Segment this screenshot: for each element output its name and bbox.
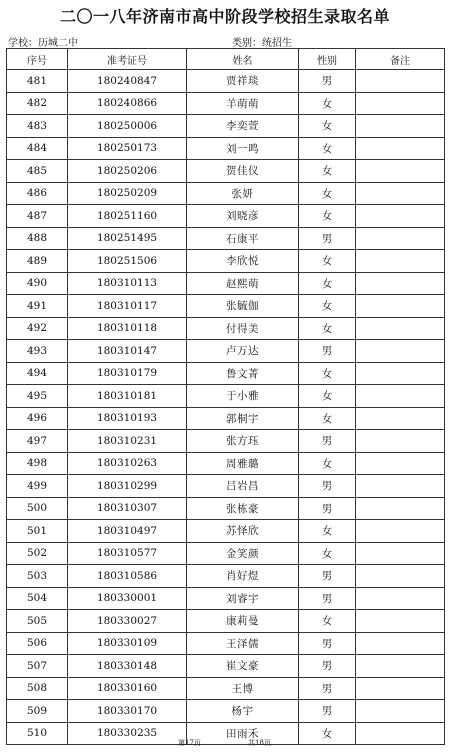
admission-table — [6, 48, 445, 745]
cell-gender: 男 — [299, 340, 356, 363]
page-footer — [0, 738, 450, 750]
table-row — [7, 340, 445, 363]
cell-index: 496 — [7, 407, 68, 430]
cell-name: 杨宇 — [187, 700, 299, 723]
cell-name: 付得美 — [187, 317, 299, 340]
cell-gender: 男 — [299, 677, 356, 700]
cell-exam-id: 180251495 — [68, 227, 187, 250]
cell-name: 苏怿欣 — [187, 520, 299, 543]
cell-notes — [356, 655, 445, 678]
cell-notes — [356, 385, 445, 408]
cell-notes — [356, 137, 445, 160]
cell-name: 崔文豪 — [187, 655, 299, 678]
cell-exam-id: 180250209 — [68, 182, 187, 205]
cell-gender: 女 — [299, 610, 356, 633]
cell-notes — [356, 160, 445, 183]
cell-notes — [356, 407, 445, 430]
cell-gender: 男 — [299, 587, 356, 610]
cell-index: 491 — [7, 295, 68, 318]
cell-gender: 女 — [299, 160, 356, 183]
cell-notes — [356, 565, 445, 588]
cell-index: 483 — [7, 115, 68, 138]
cell-name: 赵熙萌 — [187, 272, 299, 295]
cell-index: 497 — [7, 430, 68, 453]
cell-gender: 男 — [299, 430, 356, 453]
table-row — [7, 610, 445, 633]
cell-name: 张方珏 — [187, 430, 299, 453]
cell-name: 王博 — [187, 677, 299, 700]
cell-notes — [356, 497, 445, 520]
table-row — [7, 250, 445, 273]
cell-name: 于小雅 — [187, 385, 299, 408]
cell-index: 509 — [7, 700, 68, 723]
table-row — [7, 317, 445, 340]
cell-gender: 男 — [299, 497, 356, 520]
page-number: 第17页 — [178, 739, 201, 747]
cell-name: 贾祥琰 — [187, 70, 299, 93]
cell-notes — [356, 475, 445, 498]
cell-gender: 男 — [299, 70, 356, 93]
table-row — [7, 385, 445, 408]
cell-exam-id: 180240866 — [68, 92, 187, 115]
table-row — [7, 497, 445, 520]
cell-gender: 女 — [299, 295, 356, 318]
cell-exam-id: 180310586 — [68, 565, 187, 588]
cell-exam-id: 180310231 — [68, 430, 187, 453]
cell-name: 鲁文菁 — [187, 362, 299, 385]
table-row — [7, 182, 445, 205]
cell-index: 504 — [7, 587, 68, 610]
cell-index: 481 — [7, 70, 68, 93]
cell-gender: 女 — [299, 137, 356, 160]
cell-exam-id: 180240847 — [68, 70, 187, 93]
cell-index: 500 — [7, 497, 68, 520]
cell-notes — [356, 250, 445, 273]
cell-notes — [356, 677, 445, 700]
cell-name: 肖好煜 — [187, 565, 299, 588]
cell-notes — [356, 542, 445, 565]
table-row — [7, 700, 445, 723]
cell-gender: 女 — [299, 205, 356, 228]
cell-exam-id: 180310307 — [68, 497, 187, 520]
cell-name: 周雅璐 — [187, 452, 299, 475]
cell-notes — [356, 340, 445, 363]
cell-notes — [356, 182, 445, 205]
cell-gender: 女 — [299, 407, 356, 430]
cell-exam-id: 180251160 — [68, 205, 187, 228]
cell-name: 石康平 — [187, 227, 299, 250]
cell-index: 490 — [7, 272, 68, 295]
category-label: 类别：统招生 — [232, 38, 292, 49]
cell-notes — [356, 430, 445, 453]
document-meta — [6, 34, 444, 48]
cell-index: 484 — [7, 137, 68, 160]
cell-gender: 女 — [299, 520, 356, 543]
table-header-row — [7, 49, 445, 70]
table-row — [7, 295, 445, 318]
table-row — [7, 407, 445, 430]
cell-index: 498 — [7, 452, 68, 475]
cell-exam-id: 180310263 — [68, 452, 187, 475]
cell-index: 510 — [7, 722, 68, 745]
cell-gender: 男 — [299, 565, 356, 588]
cell-exam-id: 180330001 — [68, 587, 187, 610]
cell-notes — [356, 520, 445, 543]
cell-exam-id: 180310193 — [68, 407, 187, 430]
cell-gender: 男 — [299, 700, 356, 723]
header-name: 姓名 — [187, 49, 299, 70]
cell-notes — [356, 317, 445, 340]
cell-index: 493 — [7, 340, 68, 363]
cell-index: 499 — [7, 475, 68, 498]
cell-name: 卢万达 — [187, 340, 299, 363]
cell-name: 羊萌萌 — [187, 92, 299, 115]
cell-index: 503 — [7, 565, 68, 588]
cell-exam-id: 180310113 — [68, 272, 187, 295]
table-row — [7, 70, 445, 93]
table-row — [7, 475, 445, 498]
cell-name: 李欣悦 — [187, 250, 299, 273]
cell-notes — [356, 700, 445, 723]
cell-exam-id: 180310179 — [68, 362, 187, 385]
cell-name: 刘晓彦 — [187, 205, 299, 228]
table-row — [7, 430, 445, 453]
cell-exam-id: 180250173 — [68, 137, 187, 160]
cell-notes — [356, 70, 445, 93]
cell-gender: 男 — [299, 475, 356, 498]
table-row — [7, 362, 445, 385]
cell-gender: 女 — [299, 722, 356, 745]
cell-exam-id: 180330170 — [68, 700, 187, 723]
cell-notes — [356, 205, 445, 228]
cell-exam-id: 180250006 — [68, 115, 187, 138]
header-notes: 备注 — [356, 49, 445, 70]
cell-exam-id: 180310299 — [68, 475, 187, 498]
table-row — [7, 205, 445, 228]
header-exam-id: 准考证号 — [68, 49, 187, 70]
cell-notes — [356, 115, 445, 138]
cell-name: 王泽儒 — [187, 632, 299, 655]
table-row — [7, 587, 445, 610]
cell-exam-id: 180310181 — [68, 385, 187, 408]
cell-name: 金笑颜 — [187, 542, 299, 565]
cell-name: 康莉曼 — [187, 610, 299, 633]
cell-name: 张毓伽 — [187, 295, 299, 318]
cell-name: 刘一鸣 — [187, 137, 299, 160]
cell-gender: 女 — [299, 92, 356, 115]
cell-index: 501 — [7, 520, 68, 543]
table-row — [7, 655, 445, 678]
table-row — [7, 115, 445, 138]
cell-exam-id: 180330027 — [68, 610, 187, 633]
cell-notes — [356, 227, 445, 250]
cell-notes — [356, 587, 445, 610]
cell-exam-id: 180310577 — [68, 542, 187, 565]
cell-exam-id: 180330160 — [68, 677, 187, 700]
cell-exam-id: 180251506 — [68, 250, 187, 273]
cell-notes — [356, 272, 445, 295]
cell-exam-id: 180310117 — [68, 295, 187, 318]
table-row — [7, 632, 445, 655]
cell-index: 486 — [7, 182, 68, 205]
cell-index: 482 — [7, 92, 68, 115]
document-title: 二〇一八年济南市高中阶段学校招生录取名单 — [59, 7, 390, 26]
table-row — [7, 272, 445, 295]
cell-gender: 女 — [299, 385, 356, 408]
table-row — [7, 452, 445, 475]
cell-notes — [356, 295, 445, 318]
cell-exam-id: 180330148 — [68, 655, 187, 678]
cell-index: 489 — [7, 250, 68, 273]
cell-index: 502 — [7, 542, 68, 565]
table-row — [7, 520, 445, 543]
cell-gender: 女 — [299, 317, 356, 340]
cell-exam-id: 180310118 — [68, 317, 187, 340]
table-row — [7, 565, 445, 588]
cell-index: 508 — [7, 677, 68, 700]
cell-gender: 女 — [299, 250, 356, 273]
cell-index: 488 — [7, 227, 68, 250]
cell-exam-id: 180330235 — [68, 722, 187, 745]
cell-name: 张妍 — [187, 182, 299, 205]
table-row — [7, 160, 445, 183]
cell-gender: 男 — [299, 632, 356, 655]
table-row — [7, 137, 445, 160]
page-total: 共18页 — [248, 739, 271, 747]
cell-gender: 女 — [299, 272, 356, 295]
cell-gender: 女 — [299, 362, 356, 385]
cell-index: 485 — [7, 160, 68, 183]
cell-gender: 女 — [299, 115, 356, 138]
table-row — [7, 92, 445, 115]
cell-gender: 女 — [299, 182, 356, 205]
cell-name: 吕岩昌 — [187, 475, 299, 498]
cell-gender: 男 — [299, 655, 356, 678]
cell-notes — [356, 362, 445, 385]
cell-gender: 女 — [299, 542, 356, 565]
cell-index: 492 — [7, 317, 68, 340]
cell-gender: 女 — [299, 452, 356, 475]
cell-name: 郭桐宇 — [187, 407, 299, 430]
cell-index: 505 — [7, 610, 68, 633]
cell-name: 李奕萱 — [187, 115, 299, 138]
cell-name: 刘睿宇 — [187, 587, 299, 610]
cell-exam-id: 180310497 — [68, 520, 187, 543]
cell-index: 495 — [7, 385, 68, 408]
table-row — [7, 542, 445, 565]
cell-notes — [356, 92, 445, 115]
cell-exam-id: 180250206 — [68, 160, 187, 183]
cell-exam-id: 180310147 — [68, 340, 187, 363]
header-gender: 性别 — [299, 49, 356, 70]
cell-index: 507 — [7, 655, 68, 678]
cell-name: 田雨禾 — [187, 722, 299, 745]
cell-index: 506 — [7, 632, 68, 655]
cell-notes — [356, 632, 445, 655]
cell-gender: 男 — [299, 227, 356, 250]
cell-index: 487 — [7, 205, 68, 228]
school-label: 学校：历城二中 — [8, 38, 78, 49]
cell-exam-id: 180330109 — [68, 632, 187, 655]
cell-name: 贺佳仪 — [187, 160, 299, 183]
table-row — [7, 227, 445, 250]
header-index: 序号 — [7, 49, 68, 70]
cell-name: 张栋豪 — [187, 497, 299, 520]
cell-notes — [356, 452, 445, 475]
cell-notes — [356, 610, 445, 633]
table-row — [7, 677, 445, 700]
cell-index: 494 — [7, 362, 68, 385]
